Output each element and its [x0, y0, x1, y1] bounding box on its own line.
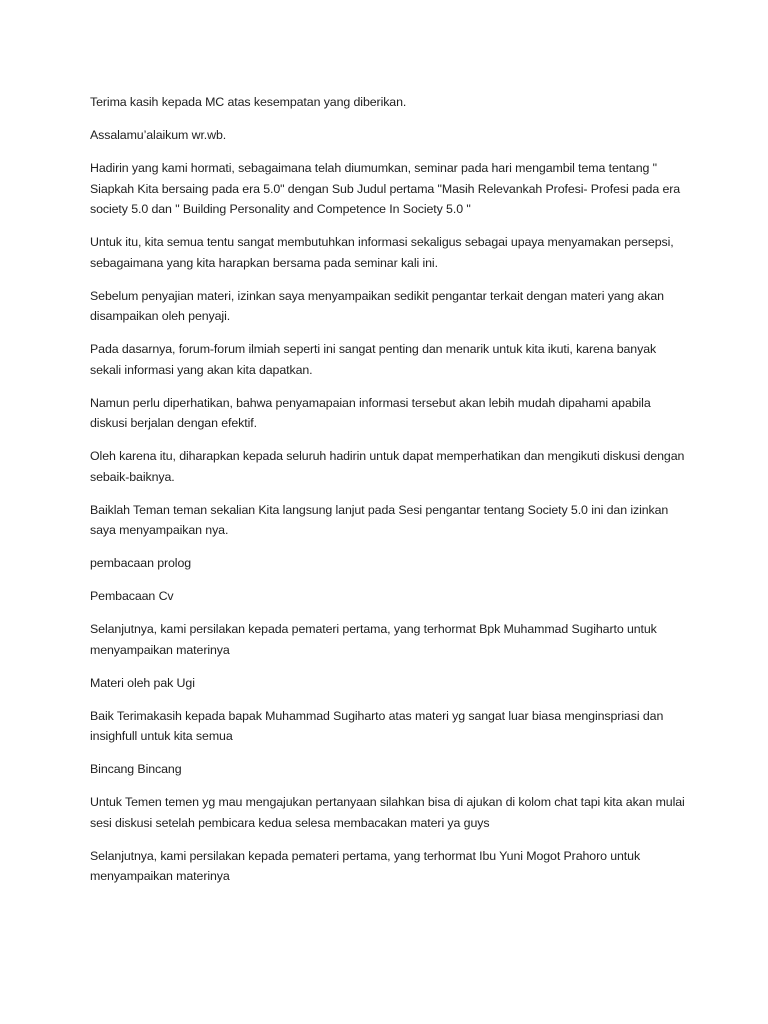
paragraph-cv-reading: Pembacaan Cv [90, 589, 174, 603]
paragraph-first-speaker-invite: Selanjutnya, kami persilakan kepada pemateri pertama, yang terhormat Bpk Muhammad Sugiharto untuk menyampaikan materinya [90, 622, 657, 657]
paragraph-thanks-mc: Terima kasih kepada MC atas kesempatan yang diberikan. [90, 95, 407, 109]
paragraph-forum-importance: Pada dasarnya, forum-forum ilmiah seperti ini sangat penting dan menarik untuk kita ikuti, karena banyak sekali informasi yang akan kita dapatkan. [90, 342, 657, 377]
paragraph-greeting: Assalamu’alaikum wr.wb. [90, 128, 227, 142]
paragraph-second-speaker-invite: Selanjutnya, kami persilakan kepada pemateri pertama, yang terhormat Ibu Yuni Mogot Prahoro untuk menyampaikan materinya [90, 848, 641, 883]
paragraph-society-session: Baiklah Teman teman sekalian Kita langsung lanjut pada Sesi pengantar tentang Society 5.0 ini dan izinkan saya menyampaikan nya. [90, 502, 669, 537]
paragraph-audience-request: Oleh karena itu, diharapkan kepada seluruh hadirin untuk dapat memperhatikan dan mengikuti diskusi dengan sebaik-baiknya. [90, 449, 685, 484]
paragraph-introduction: Sebelum penyajian materi, izinkan saya menyampaikan sedikit pengantar terkait dengan materi yang akan disampaikan oleh penyaji. [90, 288, 664, 323]
paragraph-seminar-theme: Hadirin yang kami hormati, sebagaimana telah diumumkan, seminar pada hari mengambil tema tentang " Siapkah Kita bersaing pada era 5.0" dengan Sub Judul pertama "Masih Relevankah Profesi- Profesi pada era society 5.0 dan " Building Personality and Competence In Society 5.0 " [90, 161, 681, 216]
paragraph-material-ugi: Materi oleh pak Ugi [90, 675, 195, 690]
paragraph-information-need: Untuk itu, kita semua tentu sangat membutuhkan informasi sekaligus sebagai upaya menyamakan persepsi, sebagaimana yang kita harapkan bersama pada seminar kali ini. [90, 235, 674, 270]
paragraph-prolog: pembacaan prolog [90, 556, 192, 570]
document-body [90, 92, 690, 899]
paragraph-discussion-heading: Bincang Bincang [90, 762, 182, 776]
paragraph-effective-discussion: Namun perlu diperhatikan, bahwa penyamapaian informasi tersebut akan lebih mudah dipahami apabila diskusi berjalan dengan efektif. [90, 395, 651, 430]
paragraph-question-instructions: Untuk Temen temen yg mau mengajukan pertanyaan silahkan bisa di ajukan di kolom chat tapi kita akan mulai sesi diskusi setelah pembicara kedua selesa membacakan materi ya guys [90, 795, 685, 830]
paragraph-thanks-speaker: Baik Terimakasih kepada bapak Muhammad Sugiharto atas materi yg sangat luar biasa menginspriasi dan insighfull untuk kita semua [90, 708, 664, 743]
